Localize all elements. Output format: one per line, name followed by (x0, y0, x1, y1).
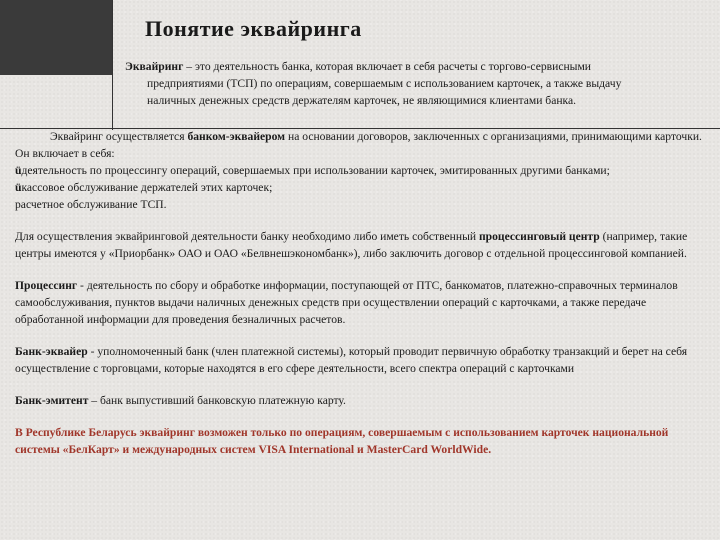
slide-body (15, 128, 705, 458)
definition-text: – это деятельность банка, которая включает в себя расчеты с торгово-сервисными (183, 60, 592, 73)
belarus-note: В Республике Беларусь эквайринг возможен только по операциям, совершаемым с использованием карточек национальной системы «БелКарт» и международных систем VISA International и MasterCard WorldWide. (15, 426, 669, 456)
term-acquiring: Эквайринг (125, 60, 184, 73)
term-bank-issuer: Банк-эмитент (15, 394, 89, 407)
processing-paragraph: Процессинг - деятельность по сбору и обработке информации, поступающей от ПТС, банкоматов, платежно-справочных терминалов самообслуживания, пунктов выдачи наличных денежных средств при осуществлении операций с карточками, а также передаче обработанной информации для проведения безналичных расчетов. (15, 279, 678, 326)
title-accent-block (0, 0, 113, 75)
term-processing: Процессинг (15, 279, 78, 292)
vertical-divider (112, 0, 113, 130)
acquiring-definition (125, 58, 710, 109)
processing-center-paragraph: Для осуществления эквайринговой деятельности банку необходимо либо иметь собственный процессинговый центр (например, такие центры имеются у «Приорбанк» ОАО и ОАО «Белвнешэкономбанк»), либо заключить договор с отдельной процессинговой компанией. (15, 230, 688, 260)
acquiring-paragraph: Эквайринг осуществляется банком-эквайером на основании договоров, заключенных с организациями, принимающими карточки. Он включает в себя: (15, 130, 702, 160)
term-processing-center: процессинговый центр (478, 230, 600, 243)
definition-line-2: предприятиями (ТСП) по операциям, совершаемым с использованием карточек, а также выдачу (147, 77, 622, 90)
definition-line-3: наличных денежных средств держателям карточек, не являющимися клиентами банка. (147, 94, 577, 107)
acquirer-bank-paragraph: Банк-эквайер - уполномоченный банк (член платежной системы), который проводит первичную обработку транзакций и берет на себя осуществление с торговцами, которые находятся в его сфере деятельности, всего спектра операций с карточками (15, 345, 688, 375)
check-icon: ü (15, 181, 22, 194)
slide-title: Понятие эквайринга (145, 16, 362, 41)
term-bank-acquirer: Банк-эквайер (15, 345, 88, 358)
list-item: расчетное обслуживание ТСП. (15, 198, 167, 211)
list-item: üкассовое обслуживание держателей этих карточек; (15, 181, 273, 194)
check-icon: ü (15, 164, 22, 177)
list-item: üдеятельность по процессингу операций, совершаемых при использовании карточек, эмитированных другими банками; (15, 164, 610, 177)
term-acquirer-bank: банком-эквайером (187, 130, 286, 143)
issuer-bank-paragraph: Банк-эмитент – банк выпустивший банковскую платежную карту. (15, 394, 346, 407)
